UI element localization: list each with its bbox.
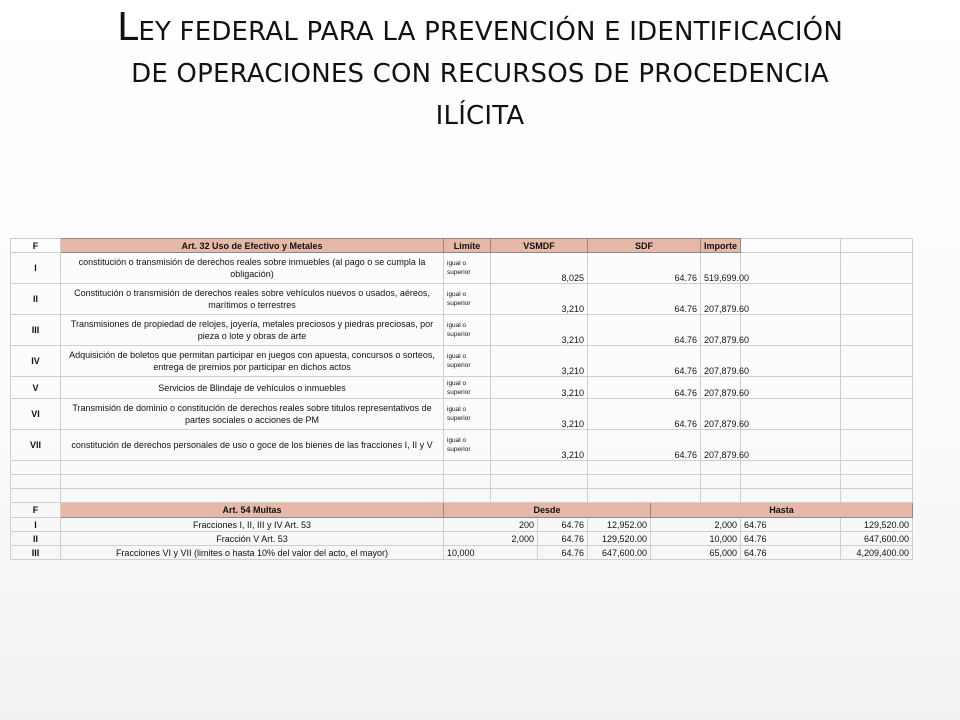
art32-col-f: F	[11, 239, 61, 253]
row-hasta-sdf: 64.76	[741, 518, 841, 532]
row-limite: igual o superior	[444, 315, 491, 346]
row-hasta-vsm: 2,000	[651, 518, 741, 532]
table-row	[11, 377, 913, 399]
row-sdf: 64.76	[588, 399, 701, 430]
row-description: Fracciones I, II, III y IV Art. 53	[61, 518, 444, 532]
row-description: Transmisión de dominio o constitución de derechos reales sobre titulos representativos de partes sociales o acciones de PM	[61, 399, 444, 430]
art32-col-title: Art. 32 Uso de Efectivo y Metales	[61, 239, 444, 253]
row-sdf: 64.76	[588, 346, 701, 377]
row-desde-sdf: 64.76	[538, 532, 588, 546]
row-importe: 519,699.00	[701, 253, 741, 284]
row-hasta-importe: 129,520.00	[841, 518, 913, 532]
art54-col-f: F	[11, 503, 61, 518]
art54-col-hasta: Hasta	[651, 503, 913, 518]
row-fraction: VI	[11, 399, 61, 430]
row-hasta-vsm: 65,000	[651, 546, 741, 560]
spreadsheet-table	[10, 238, 912, 560]
art54-header-row	[11, 503, 913, 518]
row-desde-sdf: 64.76	[538, 546, 588, 560]
row-description: Transmisiones de propiedad de relojes, joyería, metales preciosos y piedras preciosas, por pieza o lote y obras de arte	[61, 315, 444, 346]
row-sdf: 64.76	[588, 377, 701, 399]
row-fraction: I	[11, 518, 61, 532]
row-fraction: II	[11, 284, 61, 315]
row-importe: 207,879.60	[701, 346, 741, 377]
row-importe: 207,879.60	[701, 315, 741, 346]
title-line-1-text: EY FEDERAL PARA LA PREVENCIÓN E IDENTIFICACIÓN	[138, 17, 843, 47]
table-row	[11, 518, 913, 532]
empty-row	[11, 475, 913, 489]
empty-row	[11, 489, 913, 503]
row-description: constitución de derechos personales de uso o goce de los bienes de las fracciones I, II y V	[61, 430, 444, 461]
row-fraction: V	[11, 377, 61, 399]
table-row	[11, 430, 913, 461]
row-vsmdf: 3,210	[491, 346, 588, 377]
title-first-letter: L	[116, 5, 139, 49]
row-description: Fracciones VI y VII (limites o hasta 10% del valor del acto, el mayor)	[61, 546, 444, 560]
row-desde-vsm: 2,000	[444, 532, 538, 546]
row-vsmdf: 3,210	[491, 284, 588, 315]
art32-col-sdf: SDF	[588, 239, 701, 253]
title-line-3: ILÍCITA	[435, 101, 525, 131]
row-limite: igual o superior	[444, 346, 491, 377]
row-fraction: I	[11, 253, 61, 284]
art32-col-vsmdf: VSMDF	[491, 239, 588, 253]
row-importe: 207,879.60	[701, 399, 741, 430]
row-hasta-sdf: 64.76	[741, 546, 841, 560]
fines-table	[10, 238, 913, 560]
row-limite: igual o superior	[444, 377, 491, 399]
row-importe: 207,879.60	[701, 284, 741, 315]
row-hasta-sdf: 64.76	[741, 532, 841, 546]
row-vsmdf: 3,210	[491, 430, 588, 461]
row-vsmdf: 3,210	[491, 315, 588, 346]
row-fraction: VII	[11, 430, 61, 461]
row-vsmdf: 8,025	[491, 253, 588, 284]
row-hasta-vsm: 10,000	[651, 532, 741, 546]
row-sdf: 64.76	[588, 315, 701, 346]
row-importe: 207,879.60	[701, 377, 741, 399]
empty-row	[11, 461, 913, 475]
row-desde-vsm: 10,000	[444, 546, 538, 560]
row-vsmdf: 3,210	[491, 399, 588, 430]
row-description: Adquisición de boletos que permitan participar en juegos con apuesta, concursos o sorteos, entrega de premios por participar en dichos actos	[61, 346, 444, 377]
table-row	[11, 346, 913, 377]
table-row	[11, 399, 913, 430]
table-row	[11, 315, 913, 346]
row-limite: igual o superior	[444, 399, 491, 430]
art54-col-desde: Desde	[444, 503, 651, 518]
row-fraction: IV	[11, 346, 61, 377]
row-description: Fracción V Art. 53	[61, 532, 444, 546]
row-limite: igual o superior	[444, 284, 491, 315]
row-sdf: 64.76	[588, 253, 701, 284]
row-limite: igual o superior	[444, 253, 491, 284]
row-desde-vsm: 200	[444, 518, 538, 532]
row-sdf: 64.76	[588, 430, 701, 461]
table-row	[11, 284, 913, 315]
table-row	[11, 546, 913, 560]
title-line-1	[40, 6, 920, 53]
art32-col-importe: Importe	[701, 239, 741, 253]
row-description: Constitución o transmisión de derechos reales sobre vehículos nuevos o usados, aéreos, marítimos o terrestres	[61, 284, 444, 315]
row-fraction: III	[11, 546, 61, 560]
slide-title	[40, 6, 920, 137]
row-fraction: III	[11, 315, 61, 346]
row-description: Servicios de Blindaje de vehículos o inmuebles	[61, 377, 444, 399]
row-hasta-importe: 647,600.00	[841, 532, 913, 546]
art32-header-row	[11, 239, 913, 253]
row-desde-importe: 12,952.00	[588, 518, 651, 532]
table-row	[11, 253, 913, 284]
row-sdf: 64.76	[588, 284, 701, 315]
row-description: constitución o transmisión de derechos reales sobre inmuebles (al pago o se cumpla la obligación)	[61, 253, 444, 284]
table-row	[11, 532, 913, 546]
row-importe: 207,879.60	[701, 430, 741, 461]
row-vsmdf: 3,210	[491, 377, 588, 399]
row-fraction: II	[11, 532, 61, 546]
art54-col-title: Art. 54 Multas	[61, 503, 444, 518]
row-limite: igual o superior	[444, 430, 491, 461]
row-desde-sdf: 64.76	[538, 518, 588, 532]
row-hasta-importe: 4,209,400.00	[841, 546, 913, 560]
title-line-2: DE OPERACIONES CON RECURSOS DE PROCEDENCIA	[131, 59, 829, 89]
row-desde-importe: 129,520.00	[588, 532, 651, 546]
art32-col-limite: Limite	[444, 239, 491, 253]
row-desde-importe: 647,600.00	[588, 546, 651, 560]
